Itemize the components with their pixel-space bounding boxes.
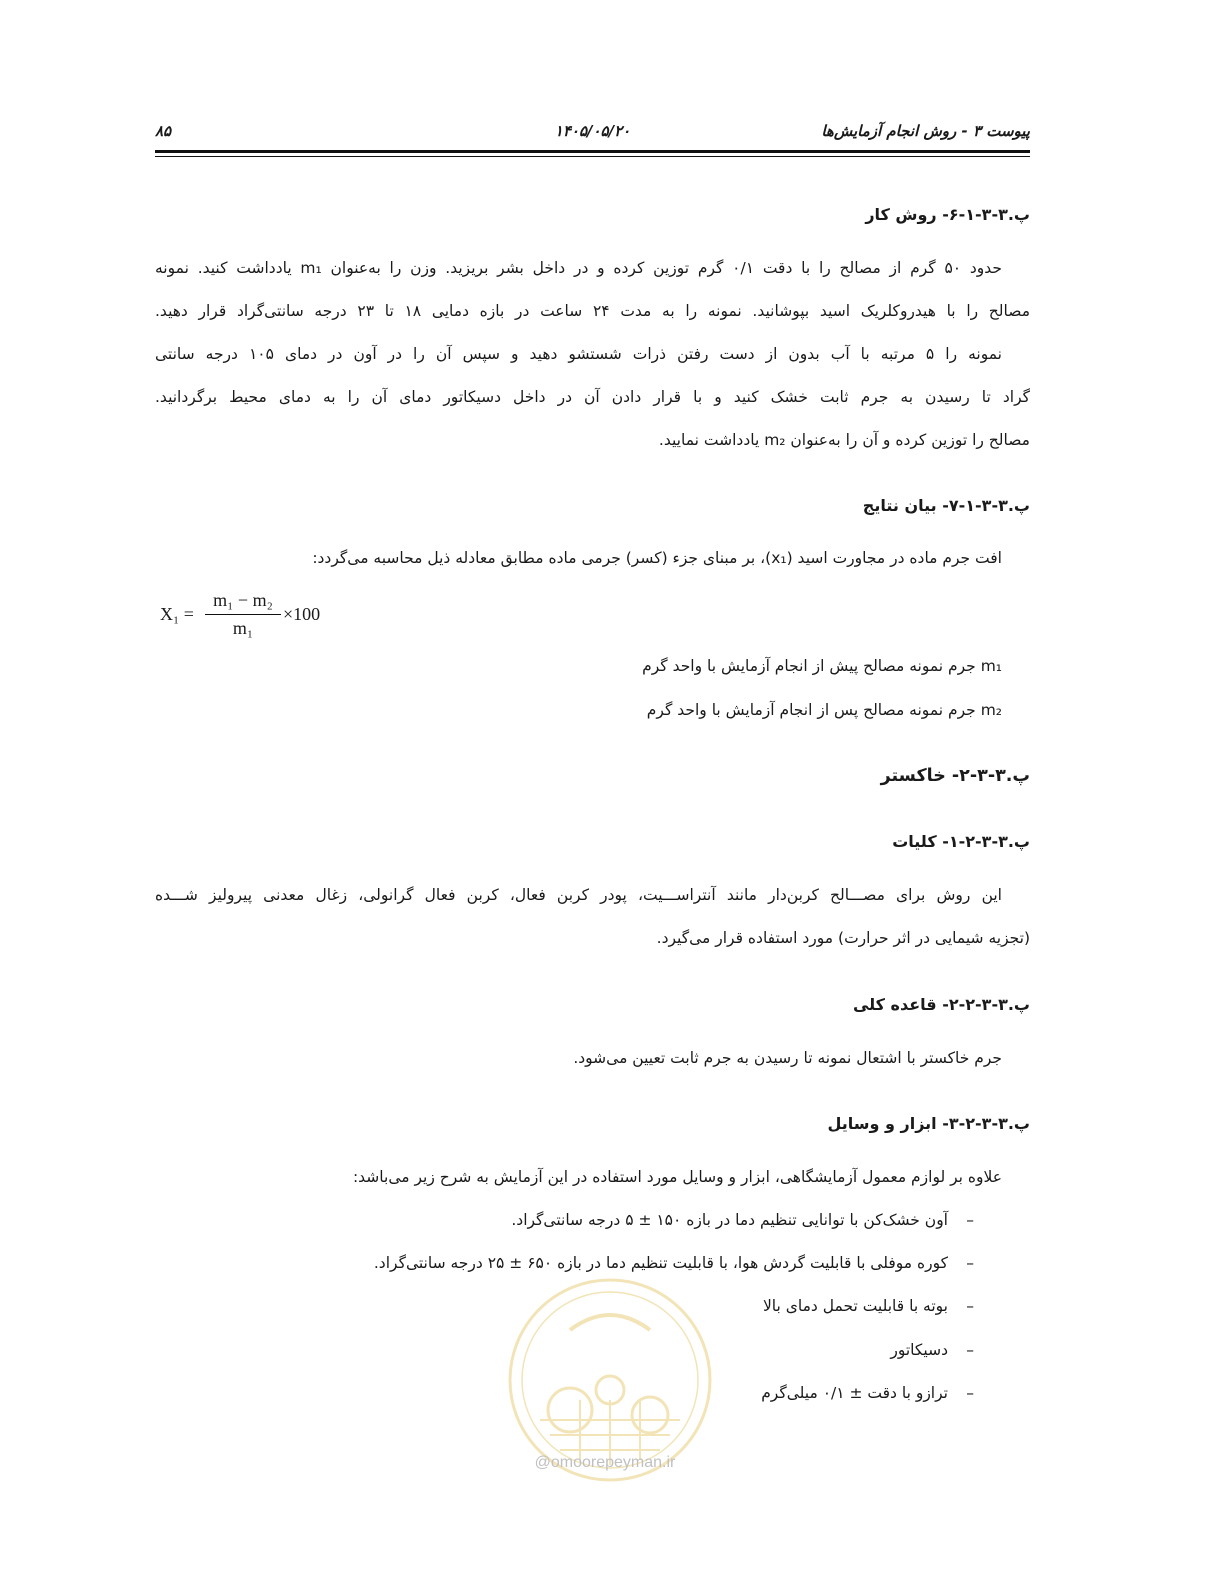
section-heading-principle: پ.۳-۳-۲-۲- قاعده کلی (852, 995, 1030, 1014)
section-heading-procedure: پ.۳-۳-۱-۶- روش کار (865, 205, 1030, 224)
definition-m2: m₂ جرم نمونه مصالح پس از انجام آزمایش با واحد گرم (646, 701, 1002, 719)
formula-lhs: X₁ = (160, 604, 194, 624)
bullet-dash: – (966, 1384, 974, 1402)
section-heading-ash: پ.۳-۳-۲- خاکستر (880, 766, 1030, 786)
paragraph-line: علاوه بر لوازم معمول آزمایشگاهی، ابزار و وسایل مورد استفاده در این آزمایش به شرح زیر می‌باشد: (352, 1168, 1002, 1186)
page-number: ۸۵ (155, 122, 172, 140)
paragraph-line: نمونه را ۵ مرتبه با آب بدون از دست رفتن ذرات شستشو دهید و سپس آن را در آون در دمای ۱۰۵ درجه سانتی (155, 345, 1002, 363)
list-item-text: دسیکاتور (890, 1341, 948, 1359)
paragraph-line: این روش برای مصـــالح کربن‌دار مانند آنتراســـیت، پودر کربن فعال، کربن فعال گرانولی، زغال معدنی پیرولیز شـــده (155, 886, 1002, 904)
list-item-text: کوره موفلی با قابلیت گردش هوا، با قابلیت تنظیم دما در بازه ۶۵۰ ± ۲۵ درجه سانتی‌گراد. (373, 1254, 948, 1272)
definition-m1: m₁ جرم نمونه مصالح پیش از انجام آزمایش با واحد گرم (642, 657, 1002, 675)
header-date: ۱۴۰۵/۰۵/۲۰ (554, 122, 631, 140)
watermark-site-text: @omoorepeyman.ir (534, 1454, 676, 1471)
paragraph-line: (تجزیه شیمایی در اثر حرارت) مورد استفاده قرار می‌گیرد. (656, 929, 1030, 947)
fraction-bar (205, 614, 281, 615)
section-heading-results: پ.۳-۳-۱-۷- بیان نتایج (862, 496, 1030, 515)
paragraph-line: گراد تا رسیدن به جرم ثابت خشک کنید و با قرار دادن آن در داخل دسیکاتور دمای آن را به دمای محیط برگردانید. (155, 388, 1030, 406)
paragraph-line: حدود ۵۰ گرم از مصالح را با دقت ۰/۱ گرم توزین کرده و در داخل بشر بریزید. وزن را به‌عنوان m₁ یادداشت کنید. نمونه (155, 259, 1002, 277)
paragraph-line: مصالح را با هیدروکلریک اسید بپوشانید. نمونه را به مدت ۲۴ ساعت در بازه دمایی ۱۸ تا ۲۳ درجه سانتی‌گراد قرار دهید. (155, 302, 1030, 320)
formula-denominator: m₁ (232, 618, 254, 638)
list-item-text: آون خشک‌کن با توانایی تنظیم دما در بازه ۱۵۰ ± ۵ درجه سانتی‌گراد. (511, 1211, 948, 1229)
section-heading-tools: پ.۳-۳-۲-۳- ابزار و وسایل (827, 1114, 1030, 1133)
formula-numerator: m₁ − m₂ (213, 590, 273, 610)
header-rule-thin (155, 156, 1030, 157)
list-item-text: بوته با قابلیت تحمل دمای بالا (762, 1297, 948, 1315)
bullet-dash: – (966, 1297, 974, 1315)
section-heading-generalities: پ.۳-۳-۲-۱- کلیات (892, 832, 1030, 851)
paragraph-line: افت جرم ماده در مجاورت اسید (x₁)، بر مبنای جزء (کسر) جرمی ماده مطابق معادله ذیل محاسبه می‌گردد: (312, 549, 1002, 567)
running-header (155, 122, 1030, 144)
list-item-text: ترازو با دقت ± ۰/۱ میلی‌گرم (761, 1384, 948, 1402)
paragraph-line: مصالح را توزین کرده و آن را به‌عنوان m₂ یادداشت نمایید. (658, 431, 1030, 449)
header-title: پیوست ۳ - روش انجام آزمایش‌ها (821, 122, 1030, 140)
bullet-dash: – (966, 1341, 974, 1359)
paragraph-line: جرم خاکستر با اشتعال نمونه تا رسیدن به جرم ثابت تعیین می‌شود. (573, 1049, 1002, 1067)
bullet-dash: – (966, 1211, 974, 1229)
formula-multiplier: ×100 (283, 604, 321, 624)
bullet-dash: – (966, 1254, 974, 1272)
header-rule-thick (155, 150, 1030, 153)
formula-mass-loss (160, 590, 380, 642)
